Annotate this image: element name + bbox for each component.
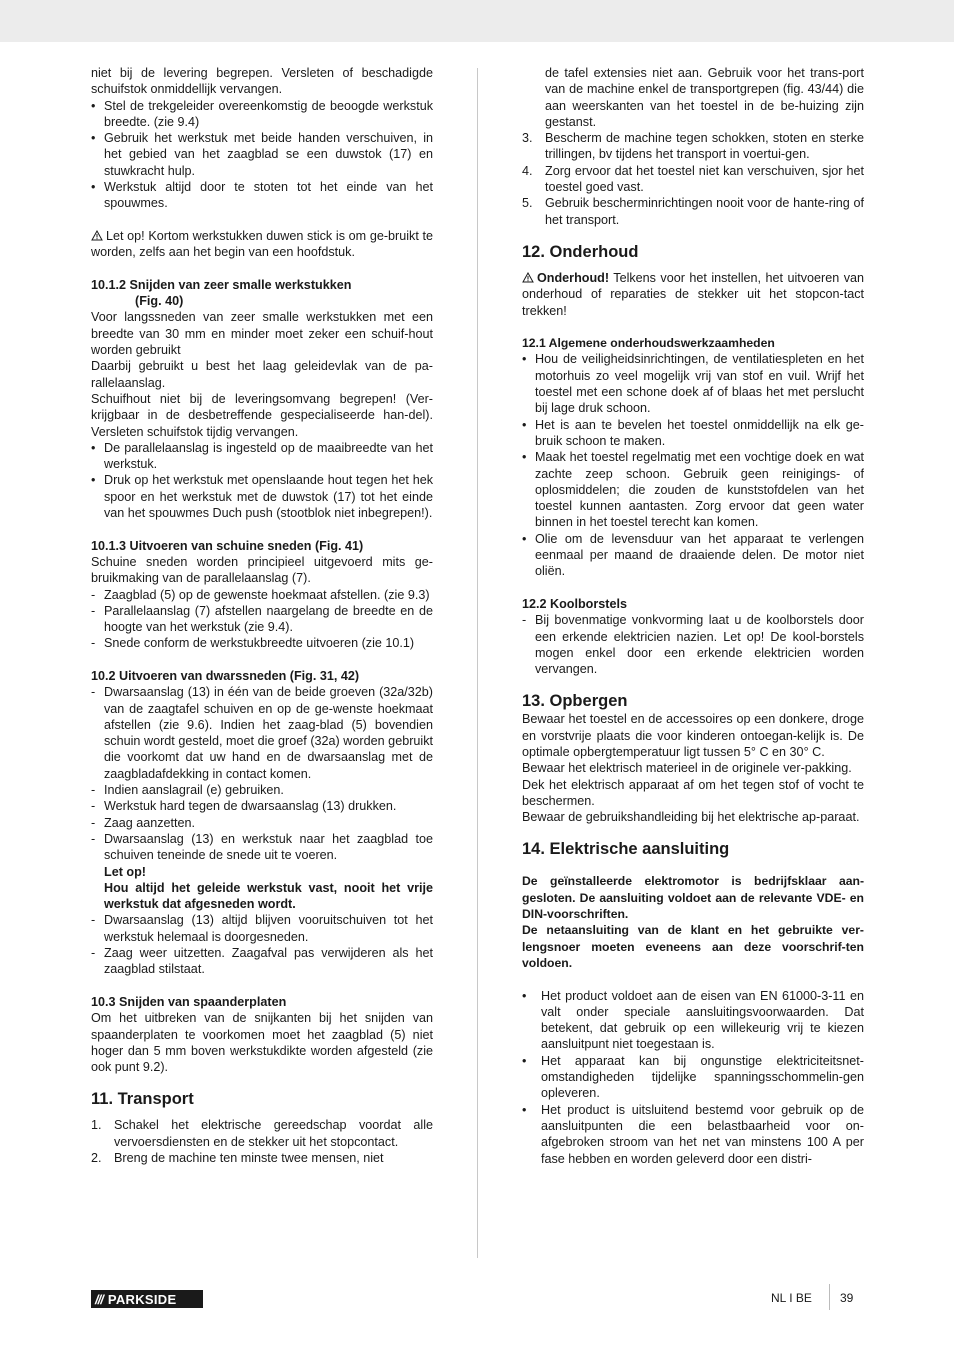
list-item: • Olie om de levensduur van het apparaat te verlengen eenmaal per maand de draaiende delen. De motor niet oliën. bbox=[522, 531, 864, 579]
paragraph: Bewaar het toestel en de accessoires op een donkere, droge en vorstvrije plaats die voor kinderen ontoegan-kelijk is. De optimale opbergtemperatuur ligt tussen 5° C en 30° C. bbox=[522, 712, 864, 759]
list-item: - Zaagblad (5) op de gewenste hoekmaat afstellen. (zie 9.3) bbox=[91, 587, 430, 602]
numbered-item: 4. Zorg ervoor dat het toestel niet kan verschuiven, sjor het toestel goed vast. bbox=[522, 163, 864, 195]
paragraph: Bewaar het elektrisch materieel in de originele ver-pakking. bbox=[522, 761, 852, 776]
logo-brand-name: PARKSIDE bbox=[107, 1291, 177, 1307]
list-item: • Gebruik het werkstuk met beide handen verschuiven, in het gebied van het zaagblad se een duwstok (17) en stuwkracht hulp. bbox=[91, 131, 433, 178]
bold-paragraph: De geïnstalleerde elektromotor is bedrijfsklaar aan-gesloten. De aansluiting voldoet aan de relevante VDE- en DIN-voorschriften. bbox=[522, 874, 864, 922]
list-item: • Druk op het werkstuk met openslaande hout tegen het hek spoor en het werkstuk met de duwstok (17) tot het einde van het spouwmes Duch push (stootblok niet inbegrepen!). bbox=[91, 473, 433, 521]
section-heading-13: 13. Opbergen bbox=[522, 692, 628, 711]
section-heading-10-3: 10.3 Snijden van spaanderplaten bbox=[91, 994, 287, 1009]
logo-slashes: /// bbox=[95, 1291, 103, 1307]
page-number: 39 bbox=[840, 1291, 854, 1305]
footer-separator bbox=[829, 1284, 830, 1310]
paragraph: Dek het elektrisch apparaat af om het tegen stof of vocht te beschermen. bbox=[522, 777, 864, 808]
language-code: NL I BE bbox=[771, 1291, 812, 1305]
list-item: • Maak het toestel regelmatig met een vochtige doek en wat zachte zeep schoon. Gebruik geen reinigings- of oplosmiddelen; die zouden de kunststofdelen van het toestel kunnen aantasten. Zorg ervoor dat geen water binnen in het toestel terecht kan komen. bbox=[522, 450, 864, 530]
top-bar bbox=[0, 0, 954, 42]
left-column bbox=[91, 65, 433, 1166]
figure-reference: (Fig. 40) bbox=[135, 294, 184, 309]
warning-paragraph: Onderhoud! Telkens voor het instellen, het uitvoeren van onderhoud of reparaties de stekker uit het stopcon-tact trekken! bbox=[522, 270, 864, 318]
caution-title: Let op! bbox=[104, 864, 146, 879]
list-item: • Het apparaat kan bij ongunstige elektriciteitsnet-omstandigheden tijdelijke spanningsschommelin-gen opleveren. bbox=[522, 1053, 864, 1101]
column-divider bbox=[477, 68, 478, 1258]
list-item: • Het product voldoet aan de eisen van EN 61000-3-11 en valt onder speciale aansluitingsvoorwaarden. Dat betekent, dat gebruik op een willekeurig vrij te kiezen aansluitpunt niet toegestaan is. bbox=[522, 988, 864, 1052]
section-heading-11: 11. Transport bbox=[91, 1090, 194, 1109]
section-heading-10-2: 10.2 Uitvoeren van dwarssneden (Fig. 31, 42) bbox=[91, 668, 360, 683]
list-item: • Het product is uitsluitend bestemd voor gebruik op de aansluitpunten die een belastbaarheid voor on-afgebroken stroom van het net van minstens 100 A per fase hebben en worden geleverd door een distri- bbox=[522, 1102, 864, 1166]
right-column bbox=[522, 65, 864, 1167]
paragraph: Daarbij gebruikt u best het laag geleidevlak van de pa-rallelaanslag. bbox=[91, 359, 433, 390]
intro-paragraph: niet bij de levering begrepen. Versleten of beschadigde schuifstok onmiddellijk vervangen. bbox=[91, 66, 433, 97]
parkside-logo bbox=[91, 1290, 203, 1308]
list-item: • Werkstuk altijd door te stoten tot het einde van het spouwmes. bbox=[91, 180, 433, 211]
list-item: - Zaag aanzetten. bbox=[91, 815, 196, 830]
section-heading-12-2: 12.2 Koolborstels bbox=[522, 596, 627, 611]
paragraph: Bewaar de gebruikshandleiding bij het elektrische ap-paraat. bbox=[522, 810, 860, 825]
list-item: - Dwarsaanslag (13) altijd blijven vooruitschuiven tot het werkstuk helemaal is doorgesneden. bbox=[91, 913, 433, 944]
numbered-item: 2. Breng de machine ten minste twee mensen, niet bbox=[91, 1151, 384, 1165]
warning-paragraph: Let op! Kortom werkstukken duwen stick is om ge-bruikt te worden, zelfs aan het begin van een hoofdstuk. bbox=[91, 228, 433, 260]
warning-triangle-icon bbox=[91, 230, 103, 241]
numbered-item: 5. Gebruik bescherminrichtingen nooit voor de hante-ring of het transport. bbox=[522, 196, 864, 227]
bold-paragraph: De netaansluiting van de klant en het gebruikte ver-lengsnoer moeten eveneens aan deze voorschrif-ten voldoen. bbox=[522, 923, 864, 970]
continued-paragraph: de tafel extensies niet aan. Gebruik voor het trans-port van de machine enkel de transportgrepen (fig. 43/44) die aan weerskanten van het toestel in de be-huizing zijn gestanst. bbox=[545, 66, 864, 129]
caution-text: Hou altijd het geleide werkstuk vast, nooit het vrije werkstuk dat afgesneden wordt. bbox=[104, 880, 433, 912]
list-item: - Werkstuk hard tegen de dwarsaanslag (13) drukken. bbox=[91, 799, 397, 814]
paragraph: Om het uitbreken van de snijkanten bij het snijden van spaanderplaten te voorkomen moet het zaagblad (5) niet hoger dan 5 mm boven werkstukdikte worden afgesteld (zie ook punt 9.2). bbox=[91, 1011, 433, 1075]
section-heading-10-1-3: 10.1.3 Uitvoeren van schuine sneden (Fig. 41) bbox=[91, 538, 364, 553]
list-item: • Hou de veiligheidsinrichtingen, de ventilatiespleten en het motorhuis zo veel mogelijk vrij van stof en vuil. Wrijf het toestel met een schone doek af of blaas het met perslucht bij lage druk schoon. bbox=[522, 352, 864, 416]
list-item: - Bij bovenmatige vonkvorming laat u de koolborstels door een erkende elektricien nazien. Let op! De kool-borstels mogen enkel door een erkende elektricien worden vervangen. bbox=[522, 613, 864, 677]
list-item: - Dwarsaanslag (13) en werkstuk naar het zaagblad toe schuiven teneinde de snede uit te voeren. bbox=[91, 831, 433, 863]
paragraph: Voor langssneden van zeer smalle werkstukken met een breedte van 30 mm en minder moet zeker een schuif-hout worden gebruikt bbox=[91, 310, 433, 358]
numbered-item: 3. Bescherm de machine tegen schokken, stoten en sterke trillingen, bv tijdens het transport in voertui-gen. bbox=[522, 131, 864, 162]
section-heading-12: 12. Onderhoud bbox=[522, 242, 639, 261]
list-item: - Snede conform de werkstukbreedte uitvoeren (zie 10.1) bbox=[91, 636, 415, 651]
section-heading-10-1-2: 10.1.2 Snijden van zeer smalle werkstukken bbox=[91, 277, 352, 292]
list-item: • Het is aan te bevelen het toestel onmiddellijk na elk ge-bruik schoon te maken. bbox=[522, 417, 864, 448]
numbered-item: 1. Schakel het elektrische gereedschap voordat alle vervoersdiensten en de stekker uit het stopcontact. bbox=[91, 1118, 433, 1149]
warning-triangle-icon bbox=[522, 272, 534, 283]
list-item: - Parallelaanslag (7) afstellen naargelang de breedte en de hoogte van het werkstuk (zie 9.4). bbox=[91, 603, 433, 635]
paragraph: Schuine sneden worden principieel uitgevoerd mits ge-bruikmaking van de parallelaanslag (7). bbox=[91, 554, 433, 586]
list-item: • Stel de trekgeleider overeenkomstig de beoogde werkstuk breedte. (zie 9.4) bbox=[91, 98, 433, 129]
list-item: - Zaag weer uitzetten. Zaagafval pas verwijderen als het zaagblad stilstaat. bbox=[91, 946, 433, 977]
list-item: • De parallelaanslag is ingesteld op de maaibreedte van het werkstuk. bbox=[91, 440, 433, 472]
paragraph: Schuifhout niet bij de leveringsomvang begrepen! (Ver-krijgbaar in de desbetreffende gespecialiseerde han-del). Versleten schuifstok tijdig vervangen. bbox=[91, 391, 433, 439]
section-heading-14: 14. Elektrische aansluiting bbox=[522, 840, 730, 859]
list-item: - Indien aanslagrail (e) gebruiken. bbox=[91, 783, 284, 798]
list-item: - Dwarsaanslag (13) in één van de beide groeven (32a/32b) van de zaagtafel schuiven en op de ge-wenste hoekmaat afstellen (zie 9.6). Indien het zaag-blad (5) bovendien schuin wordt gesteld, moet die groef (32a) worden gebruikt die voorkomt dat uw hand en de dwarsaanslag met de zaagbladafdekking in contact komen. bbox=[91, 685, 433, 781]
section-heading-12-1: 12.1 Algemene onderhoudswerkzaamheden bbox=[522, 336, 775, 351]
